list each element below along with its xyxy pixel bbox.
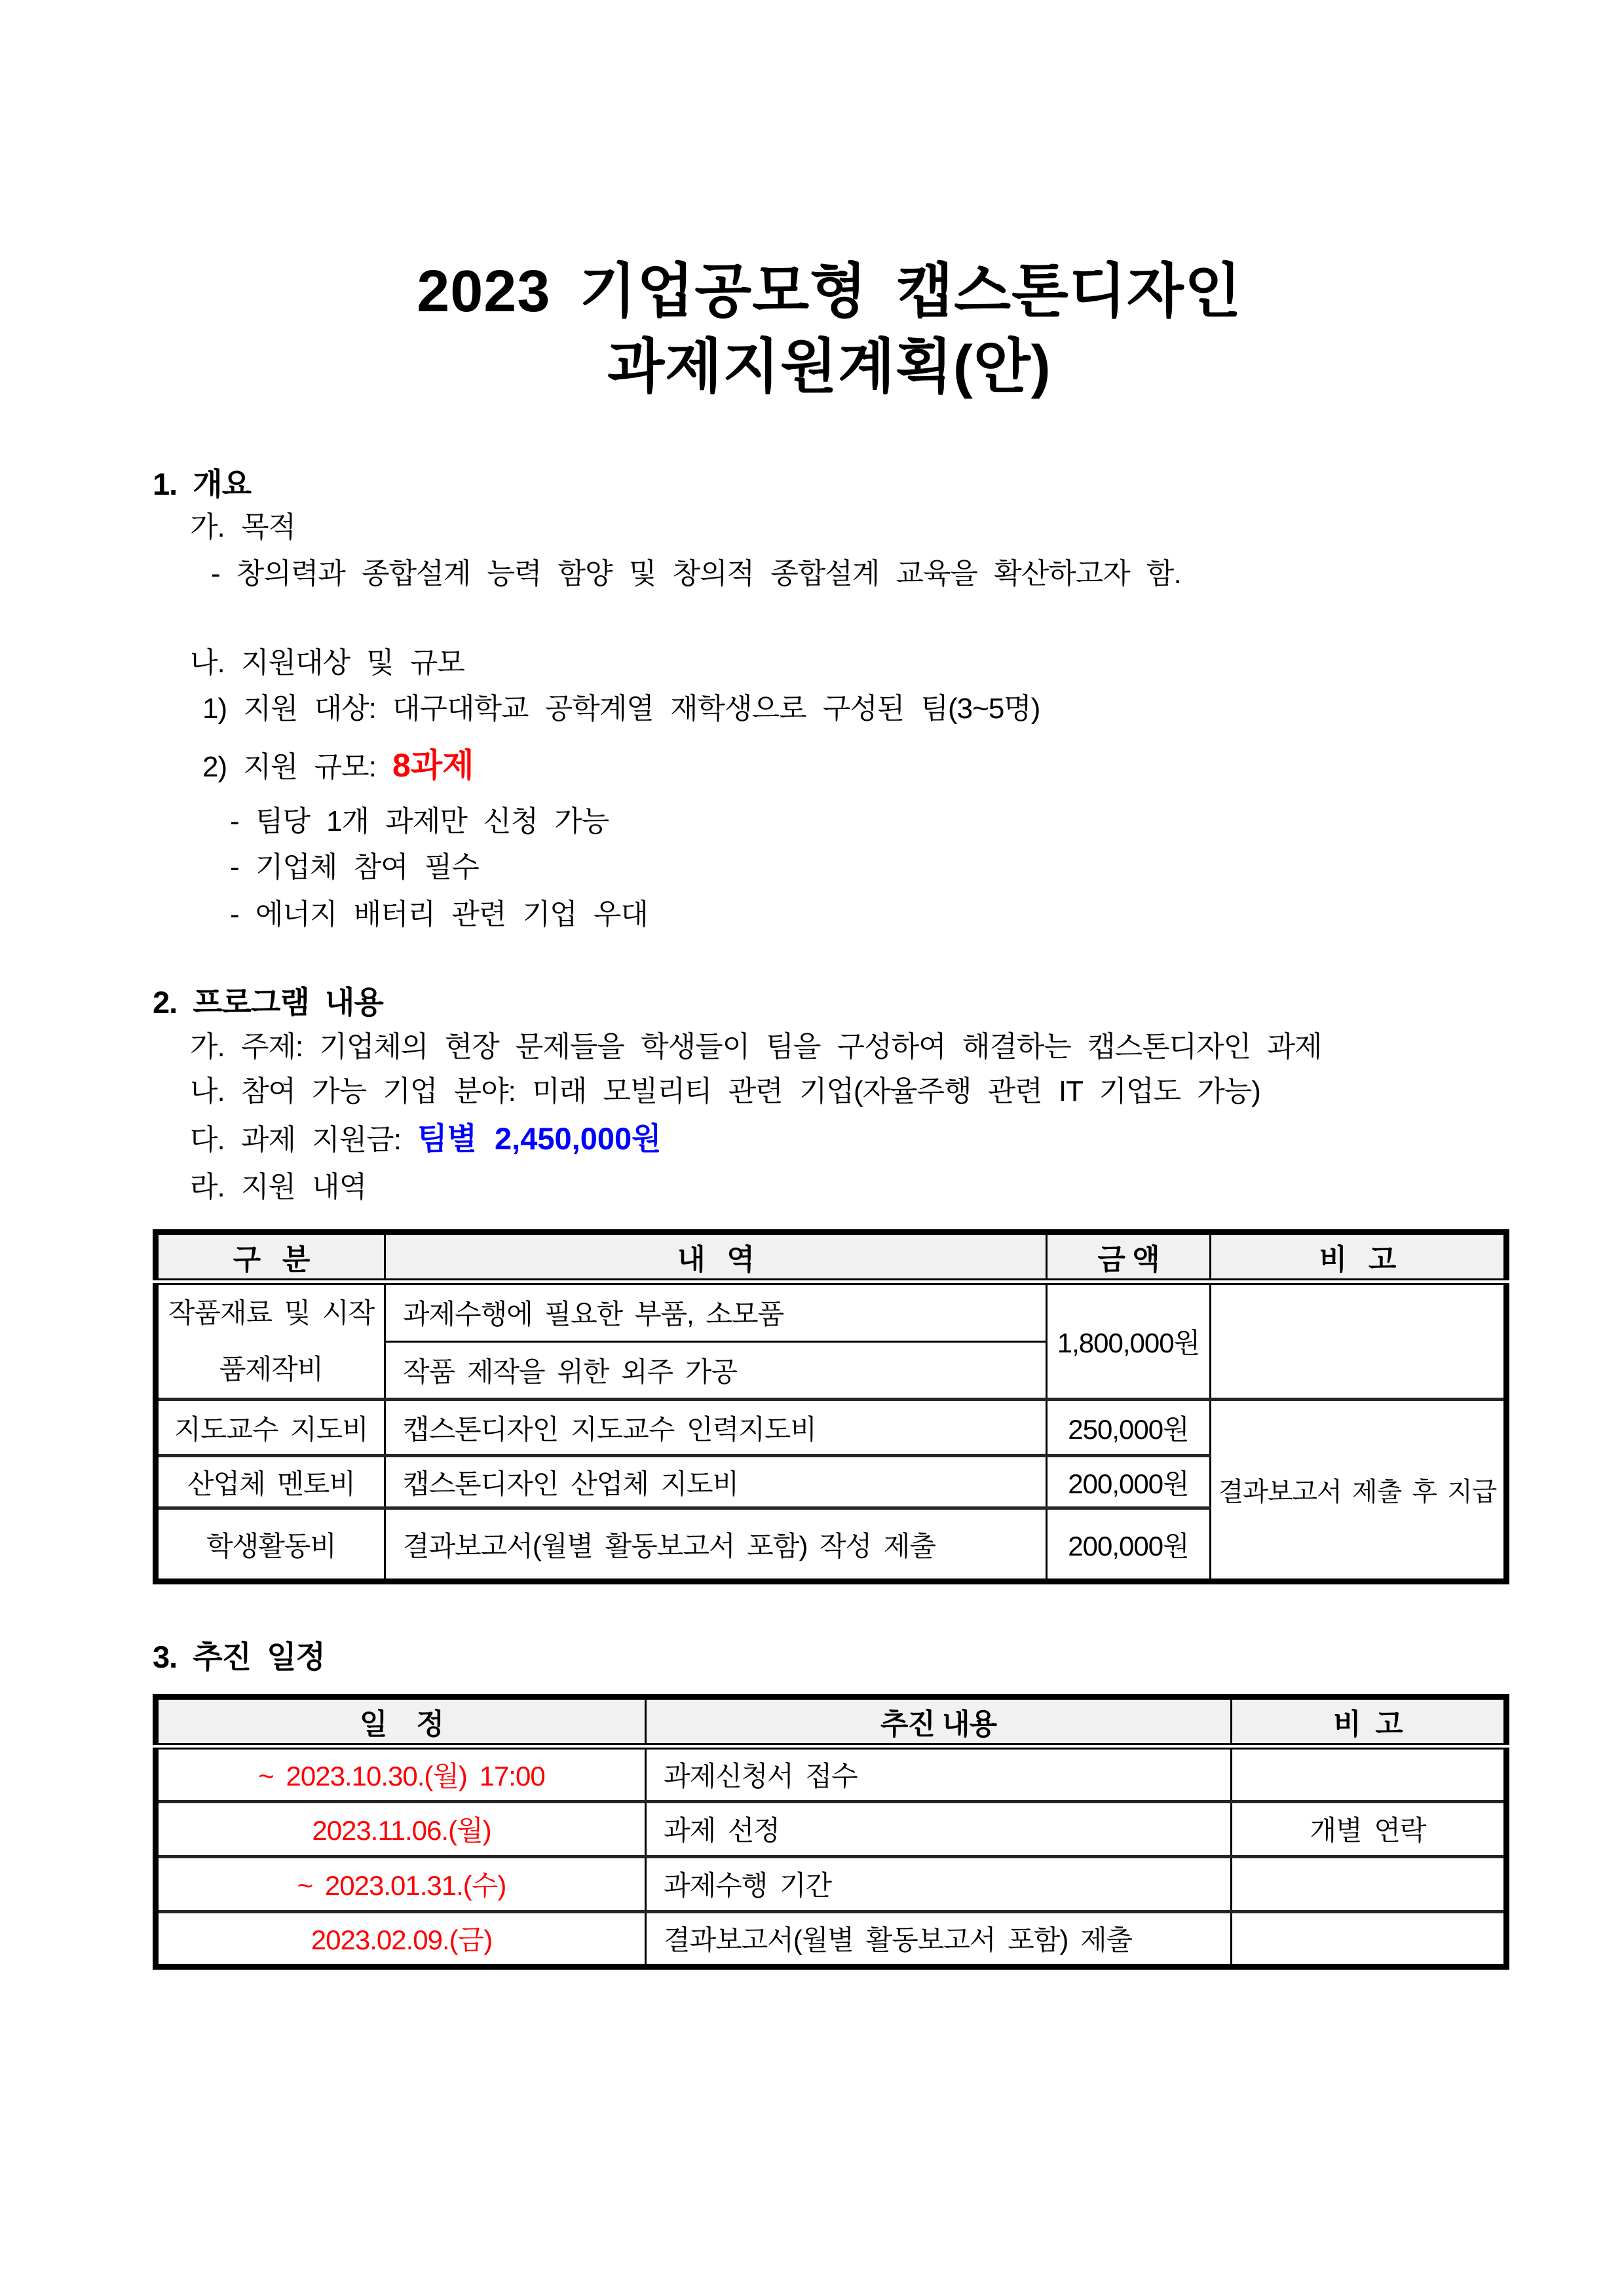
support-mentor-amount: 200,000원 <box>1047 1456 1211 1508</box>
schedule-row2-date: 2023.11.06.(월) <box>156 1801 646 1856</box>
support-table <box>153 1229 1509 1584</box>
support-professor-category: 지도교수 지도비 <box>156 1400 385 1456</box>
support-materials-note <box>1211 1282 1507 1400</box>
support-materials-detail-2: 작품 제작을 위한 외주 가공 <box>385 1341 1047 1400</box>
title-line-2: 과제지원계획(안) <box>607 334 1051 400</box>
schedule-header-date: 일 정 <box>156 1697 646 1747</box>
schedule-row4-note <box>1232 1911 1507 1966</box>
table-row <box>156 1801 1507 1856</box>
schedule-row2-note: 개별 연락 <box>1232 1801 1507 1856</box>
support-header-category: 구 분 <box>156 1233 385 1282</box>
schedule-row3-date: ~ 2023.01.31.(수) <box>156 1856 646 1911</box>
s1-item-target-scale: 나. 지원대상 및 규모 <box>190 646 464 679</box>
support-header-note: 비 고 <box>1211 1233 1507 1282</box>
support-student-category: 학생활동비 <box>156 1508 385 1582</box>
s2-funding-prefix: 다. 과제 지원금: <box>190 1124 418 1157</box>
s1-support-scale <box>153 748 1506 784</box>
s1-bullet-one-project: - 팀당 1개 과제만 신청 가능 <box>230 805 609 837</box>
schedule-row3-content: 과제수행 기간 <box>646 1856 1232 1911</box>
s1-bullet-energy: - 에너지 배터리 관련 기업 우대 <box>230 898 648 931</box>
support-materials-amount: 1,800,000원 <box>1047 1282 1211 1400</box>
schedule-table <box>153 1694 1509 1970</box>
s1-purpose-detail: - 창의력과 종합설계 능력 함양 및 창의적 종합설계 교육을 확산하고자 함. <box>211 557 1181 590</box>
title-line-1: 2023 기업공모형 캡스톤디자인 <box>417 259 1242 324</box>
schedule-row1-content: 과제신청서 접수 <box>646 1746 1232 1801</box>
table-row <box>156 1856 1507 1911</box>
s2-item-breakdown: 라. 지원 내역 <box>190 1170 367 1203</box>
support-professor-amount: 250,000원 <box>1047 1400 1211 1456</box>
support-table-header-row <box>156 1233 1507 1282</box>
table-row <box>156 1282 1507 1341</box>
section-1-heading: 1. 개요 <box>153 467 252 502</box>
schedule-table-header-row <box>156 1697 1507 1747</box>
s1-support-target: 1) 지원 대상: 대구대학교 공학계열 재학생으로 구성된 팀(3~5명) <box>202 693 1040 725</box>
schedule-row2-content: 과제 선정 <box>646 1801 1232 1856</box>
support-student-detail: 결과보고서(월별 활동보고서 포함) 작성 제출 <box>385 1508 1047 1582</box>
support-header-detail: 내 역 <box>385 1233 1047 1282</box>
s2-item-topic: 가. 주제: 기업체의 현장 문제들을 학생들이 팀을 구성하여 해결하는 캡스톤디자인 과제 <box>190 1030 1322 1063</box>
s1-item-purpose: 가. 목적 <box>190 511 295 544</box>
schedule-row1-note <box>1232 1746 1507 1801</box>
s2-item-fields: 나. 참여 가능 기업 분야: 미래 모빌리티 관련 기업(자율주행 관련 IT 기업도 가능) <box>190 1075 1260 1107</box>
s2-funding-highlight: 팀별 2,450,000원 <box>417 1121 662 1157</box>
section-2-heading: 2. 프로그램 내용 <box>153 984 383 1020</box>
support-student-amount: 200,000원 <box>1047 1508 1211 1582</box>
section-3-heading: 3. 추진 일정 <box>153 1639 325 1675</box>
support-header-amount: 금 액 <box>1047 1233 1211 1282</box>
table-row <box>156 1746 1507 1801</box>
table-row <box>156 1911 1507 1966</box>
schedule-header-content: 추진 내용 <box>646 1697 1232 1747</box>
s1-bullet-company: - 기업체 참여 필수 <box>230 851 479 884</box>
support-mentor-detail: 캡스톤디자인 산업체 지도비 <box>385 1456 1047 1508</box>
support-professor-detail: 캡스톤디자인 지도교수 인력지도비 <box>385 1400 1047 1456</box>
support-mentor-category: 산업체 멘토비 <box>156 1456 385 1508</box>
support-materials-detail-1: 과제수행에 필요한 부품, 소모품 <box>385 1282 1047 1341</box>
support-payment-note: 결과보고서 제출 후 지급 <box>1211 1400 1507 1582</box>
s2-item-funding <box>153 1122 1506 1156</box>
schedule-row1-date: ~ 2023.10.30.(월) 17:00 <box>156 1746 646 1801</box>
table-row <box>156 1400 1507 1456</box>
document-title <box>153 254 1506 405</box>
schedule-row4-content: 결과보고서(월별 활동보고서 포함) 제출 <box>646 1911 1232 1966</box>
schedule-row3-note <box>1232 1856 1507 1911</box>
support-materials-category: 작품재료 및 시작품제작비 <box>156 1282 385 1400</box>
schedule-header-note: 비 고 <box>1232 1697 1507 1747</box>
s1-support-scale-prefix: 2) 지원 규모: <box>202 750 393 783</box>
s1-support-scale-highlight: 8과제 <box>392 746 474 784</box>
schedule-row4-date: 2023.02.09.(금) <box>156 1911 646 1966</box>
